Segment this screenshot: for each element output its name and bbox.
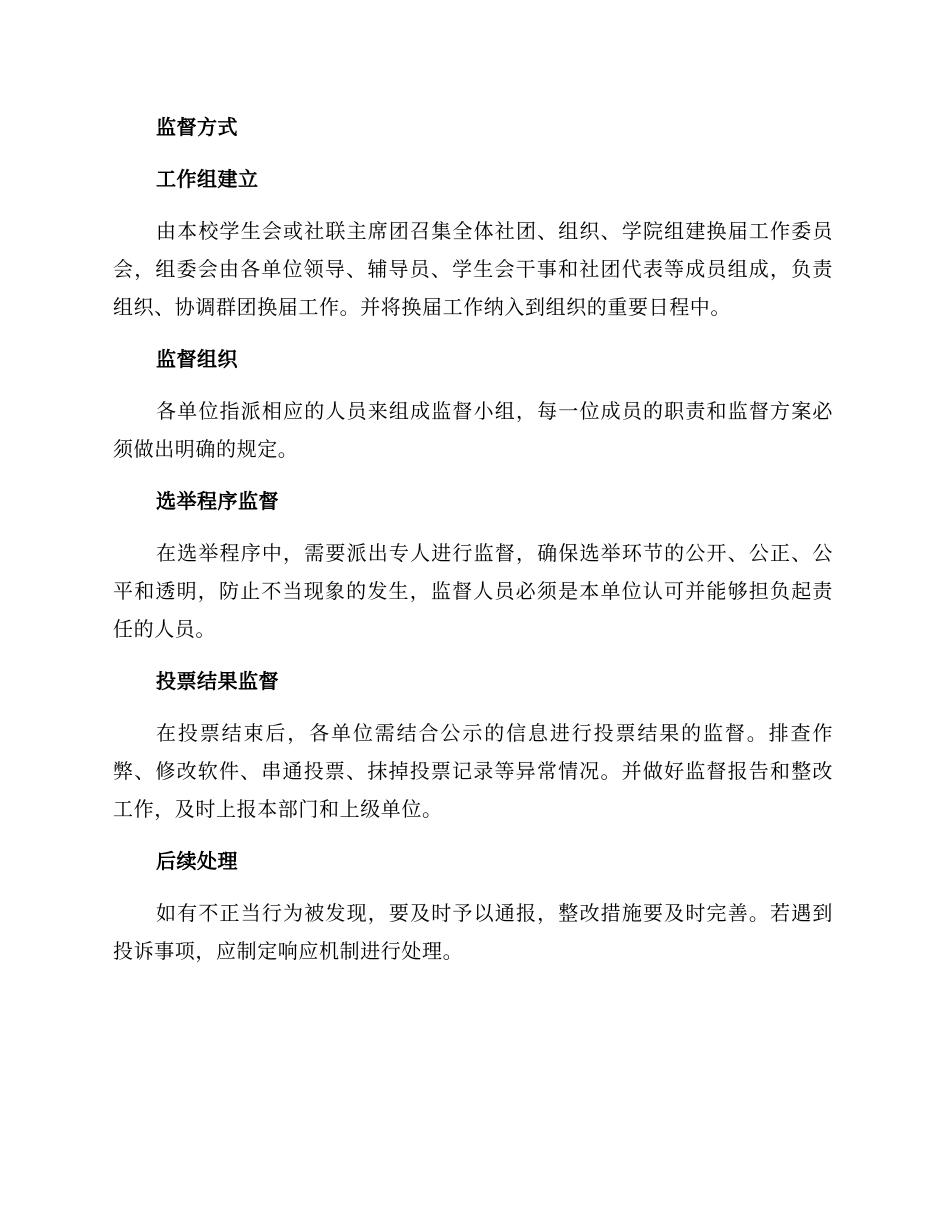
document-body: [113, 108, 833, 970]
section-paragraph-election-procedure: 在选举程序中，需要派出专人进行监督，确保选举环节的公开、公正、公平和透明，防止不当现象的发生，监督人员必须是本单位认可并能够担负起责任的人员。: [113, 541, 833, 641]
section-heading-working-group: 工作组建立: [156, 167, 259, 191]
section-paragraph-supervision-organization: 各单位指派相应的人员来组成监督小组，每一位成员的职责和监督方案必须做出明确的规定。: [113, 399, 833, 461]
section-paragraph-voting-results: 在投票结束后，各单位需结合公示的信息进行投票结果的监督。排查作弊、修改软件、串通投票、抹掉投票记录等异常情况。并做好监督报告和整改工作，及时上报本部门和上级单位。: [113, 721, 833, 821]
section-paragraph-follow-up: 如有不正当行为被发现，要及时予以通报，整改措施要及时完善。若遇到投诉事项，应制定响应机制进行处理。: [113, 901, 833, 963]
section-heading-supervision-method: 监督方式: [156, 115, 238, 139]
section-heading-follow-up: 后续处理: [156, 849, 238, 873]
section-heading-voting-results: 投票结果监督: [156, 669, 279, 693]
section-heading-election-procedure: 选举程序监督: [156, 489, 279, 513]
section-paragraph-working-group: 由本校学生会或社联主席团召集全体社团、组织、学院组建换届工作委员会，组委会由各单位领导、辅导员、学生会干事和社团代表等成员组成，负责组织、协调群团换届工作。并将换届工作纳入到组织的重要日程中。: [113, 219, 833, 319]
section-heading-supervision-organization: 监督组织: [156, 347, 238, 371]
